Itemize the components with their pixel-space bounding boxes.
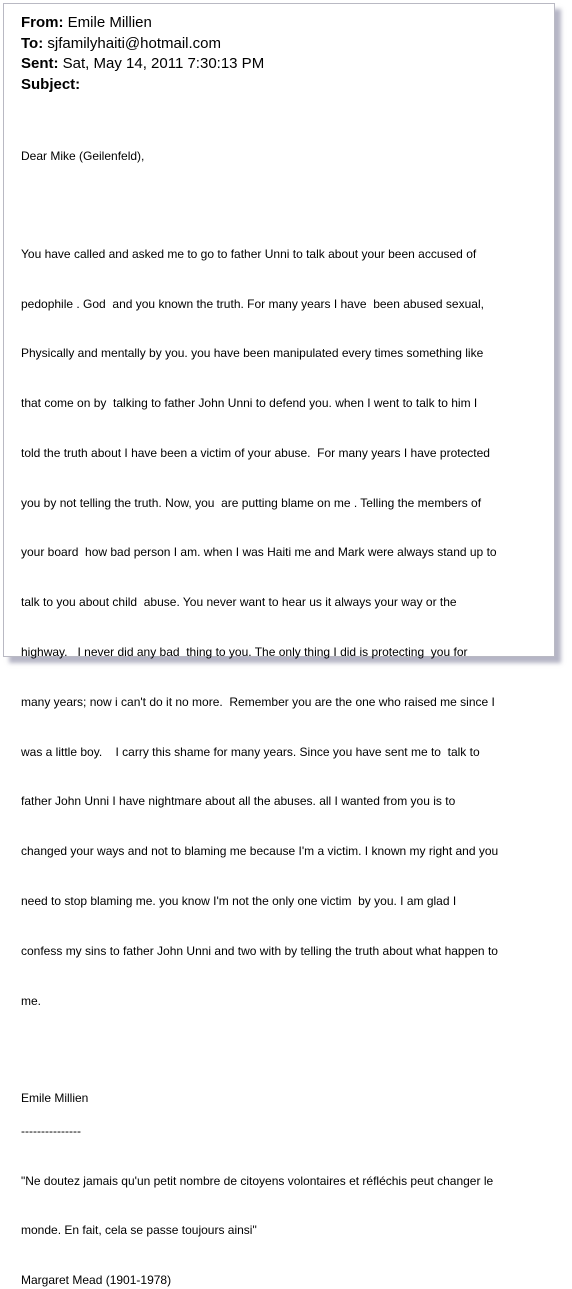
sent-label: Sent: (21, 55, 59, 72)
message-line: told the truth about I have been a victim of your abuse. For many years I have protected (21, 445, 490, 460)
signature-separator: --------------- (21, 1123, 81, 1138)
message-line: was a little boy. I carry this shame for many years. Since you have sent me to talk to (21, 744, 480, 759)
greeting: Dear Mike (Geilenfeld), (21, 149, 145, 163)
message-line: Physically and mentally by you. you have been manipulated every times something like (21, 346, 484, 361)
message-line: you by not telling the truth. Now, you are putting blame on me . Telling the members of (21, 495, 482, 510)
message-line: your board how bad person I am. when I was Haiti me and Mark were always stand up to (21, 545, 497, 560)
message-line: changed your ways and not to blaming me because I'm a victim. I known my right and you (21, 844, 499, 859)
message-line: pedophile . God and you known the truth. For many years I have been abused sexual, (21, 296, 484, 311)
quote-author: Margaret Mead (1901-1978) (21, 1273, 172, 1288)
to-value[interactable]: sjfamilyhaiti@hotmail.com (47, 34, 221, 52)
message-line: father John Unni I have nightmare about all the abuses. all I wanted from you is to (21, 794, 456, 809)
to-label: To: (21, 34, 44, 52)
subject-row (21, 75, 549, 96)
from-value: Emile Millien (67, 14, 152, 31)
message-line: many years; now i can't do it no more. Remember you are the one who raised me since I (21, 694, 495, 709)
message-line: confess my sins to father John Unni and two with by telling the truth about what happen to (21, 943, 498, 958)
message-line: that come on by talking to father John Unni to defend you. when I went to talk to him I (21, 396, 478, 411)
message-line: highway. I never did any bad thing to you. The only thing I did is protecting you for (21, 645, 468, 660)
signature-quote (21, 1139, 549, 1272)
email-content (21, 13, 549, 1289)
quote-line: "Ne doutez jamais qu'un petit nombre de citoyens volontaires et réfléchis peut changer le (21, 1173, 494, 1188)
message-paragraph (21, 213, 549, 1043)
message-line: talk to you about child abuse. You never want to hear us it always your way or the (21, 595, 457, 610)
from-label: From: (21, 14, 64, 31)
to-row (21, 34, 549, 55)
message-line: You have called and asked me to go to father Unni to talk about your been accused of (21, 246, 477, 261)
message-line: need to stop blaming me. you know I'm not the only one victim by you. I am glad I (21, 893, 457, 908)
signature: Emile Millien (21, 1091, 89, 1106)
email-frame (3, 3, 555, 1288)
sent-value: Sat, May 14, 2011 7:30:13 PM (62, 55, 265, 72)
quote-line: monde. En fait, cela se passe toujours ainsi" (21, 1223, 257, 1238)
message-line: me. (21, 993, 42, 1008)
subject-label: Subject: (21, 75, 81, 93)
sent-row (21, 54, 549, 75)
from-row (21, 13, 549, 34)
